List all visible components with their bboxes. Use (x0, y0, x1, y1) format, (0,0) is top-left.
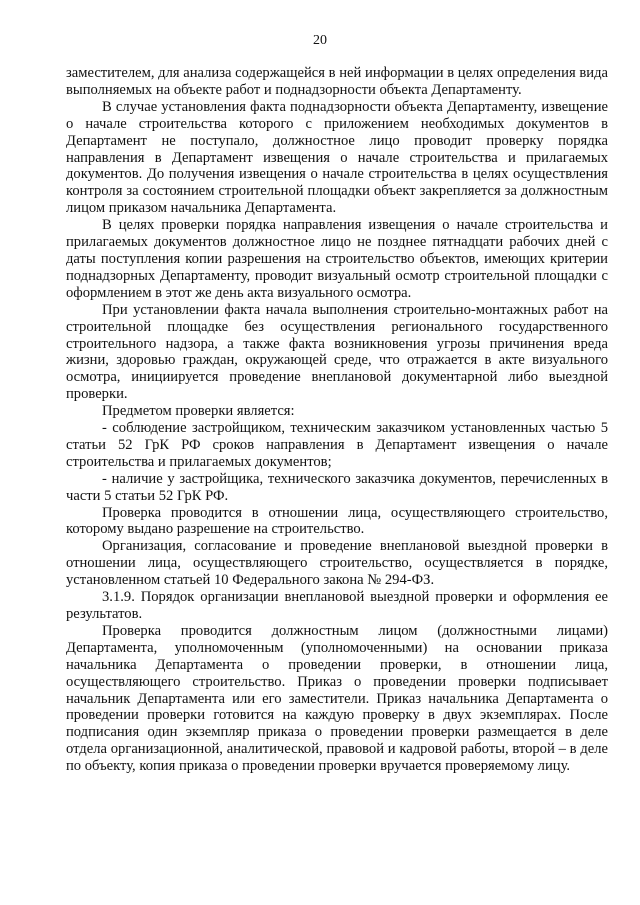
list-item-documents: - наличие у застройщика, технического заказчика документов, перечисленных в части 5 статьи 52 ГрК РФ. (66, 470, 608, 504)
paragraph-visual-inspection: В целях проверки порядка направления извещения о начале строительства и прилагаемых документов должностное лицо не позднее пятнадцати рабочих дней с даты поступления копии разрешения на строительство объектов, имеющих критерии поднадзорных Департаменту, проводит визуальный осмотр строительной площадки с оформлением в этот же день акта визуального осмотра. (66, 217, 608, 301)
paragraph-inspection-order: Проверка проводится должностным лицом (должностными лицами) Департамента, уполномоченным (уполномоченными) на основании приказа начальника Департамента о проведении проверки, в отношении лица, осуществляющего строительство. Приказ о проведении проверки подписывает начальник Департамента или его заместители. Приказ начальника Департамента о проведении проверки готовится на каждую проверку в двух экземплярах. После подписания один экземпляр приказа о проведении проверки размещается в деле отдела организационной, аналитической, правовой и кадровой работы, второй – в деле по объекту, копия приказа о проведении проверки вручается проверяемому лицу. (66, 622, 608, 775)
paragraph-continuation: заместителем, для анализа содержащейся в ней информации в целях определения вида выполняемых на объекте работ и поднадзорности объекта Департаменту. (66, 65, 608, 98)
section-heading-3-1-9: 3.1.9. Порядок организации внеплановой выездной проверки и оформления ее результатов. (66, 589, 608, 622)
paragraph-supervision-case: В случае установления факта поднадзорности объекта Департаменту, извещение о начале строительства которого с приложением необходимых документов в Департамент не поступало, должностное лицо проводит проверку порядка направления в Департамент извещения о начале строительства и прилагаемых документов. До получения извещения о начале строительства в целях осуществления контроля за состоянием строительной площадки объект закрепляется за должностным лицом приказом начальника Департамента. (66, 98, 608, 217)
paragraph-unscheduled-inspection: При установлении факта начала выполнения строительно-монтажных работ на строительной площадке без осуществления регионального государственного строительного надзора, а также факта возникновения угрозы причинения вреда жизни, здоровью граждан, окружающей среде, что отражается в акте визуального осмотра, инициируется проведение внеплановой документарной либо выездной проверки. (66, 301, 608, 403)
paragraph-inspection-subject: Предметом проверки является: (102, 403, 295, 420)
page-number: 20 (313, 33, 327, 48)
paragraph-organization: Организация, согласование и проведение внеплановой выездной проверки в отношении лица, осуществляющего строительство, осуществляется в порядке, установленном статьей 10 Федерального закона № 294-ФЗ. (66, 538, 608, 589)
list-item-deadlines: - соблюдение застройщиком, техническим заказчиком установленных частью 5 статьи 52 ГрК РФ сроков направления в Департамент извещения о начале строительства и прилагаемых документов; (66, 420, 608, 470)
document-body (66, 65, 608, 775)
paragraph-inspected-party: Проверка проводится в отношении лица, осуществляющего строительство, которому выдано разрешение на строительство. (66, 504, 608, 538)
